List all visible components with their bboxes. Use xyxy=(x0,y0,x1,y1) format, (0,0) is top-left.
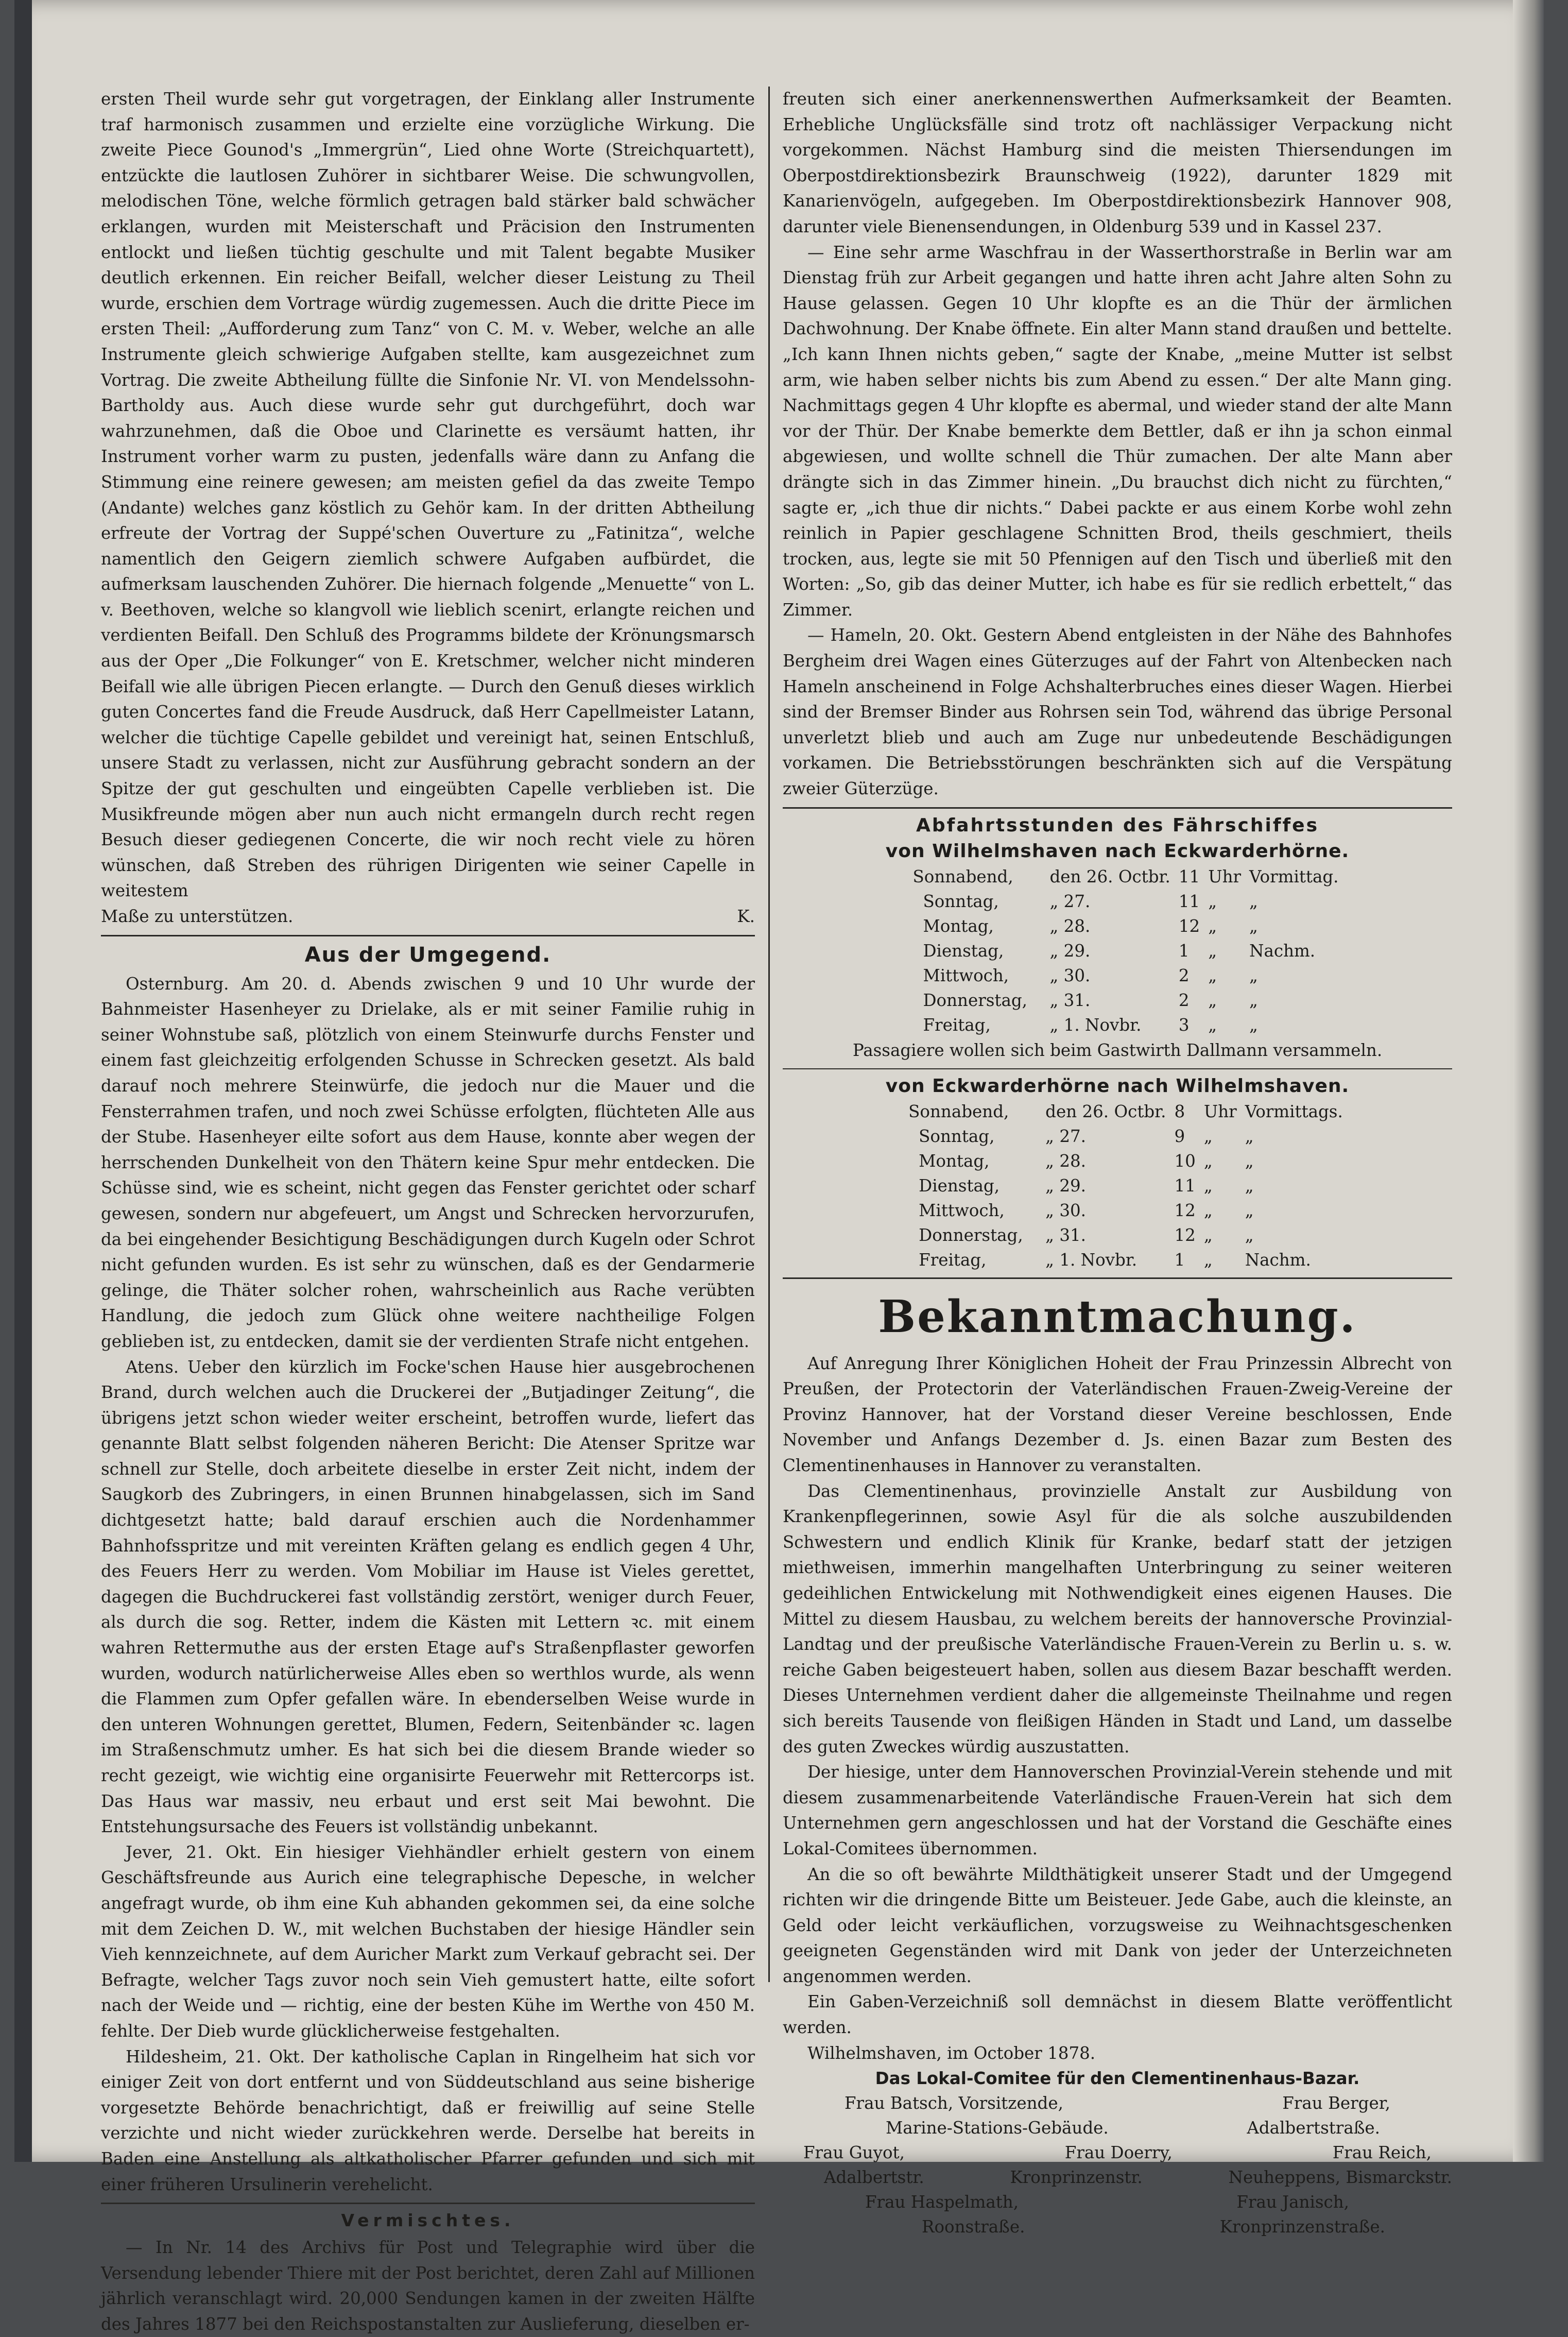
news-hildesheim: Hildesheim, 21. Okt. Der katholische Caplan in Ringelheim hat sich vor einiger Zeit von dort entfernt und von Süddeutschland aus seine bisherige vorgesetzte Behörde benachrichtigt, daß er freiwillig auf seine Stelle verzichte und nicht wieder zurückkehren werde. Derselbe hat bereits in Baden eine Anstellung als altkatholischer Pfarrer gefunden und sich mit einer früheren Ursulinerin verehelicht. xyxy=(101,2046,755,2194)
right-column xyxy=(783,87,1452,2239)
section-title-umgegend: Aus der Umgegend. xyxy=(304,943,552,967)
announcement-place-date: Wilhelmshaven, im October 1878. xyxy=(807,2043,1096,2063)
schedule-unit: „ xyxy=(1208,916,1217,936)
schedule-hour: 11 xyxy=(1178,866,1200,886)
schedule-hour: 11 xyxy=(1174,1175,1196,1196)
schedule-part: „ xyxy=(1249,965,1258,985)
schedule-hour: 1 xyxy=(1178,941,1190,961)
schedule-date: „ 27. xyxy=(1045,1126,1087,1146)
schedule-unit: „ xyxy=(1208,990,1217,1010)
signer-berger: Frau Berger, xyxy=(1282,2093,1390,2113)
signature-row xyxy=(783,2165,1452,2190)
schedule-date: „ 30. xyxy=(1045,1200,1087,1220)
schedule-day: Montag, xyxy=(919,1151,990,1171)
concert-review-last-line: Maße zu unterstützen. xyxy=(101,907,294,926)
schedule-part: Vormittags. xyxy=(1245,1101,1343,1121)
schedule-part: „ xyxy=(1245,1126,1254,1146)
table-row xyxy=(892,889,1343,914)
ferry-schedule-note: Passagiere wollen sich beim Gastwirth Dallmann versammeln. xyxy=(852,1040,1383,1060)
schedule-day: Mittwoch, xyxy=(923,965,1009,985)
news-atens: Atens. Ueber den kürzlich im Focke'schen Hause hier ausgebrochenen Brand, durch welchen auch die Druckerei der „Butjadinger Zeitung“, die übrigens jetzt schon wieder weiter erscheint, betroffen wurde, liefert das genannte Blatt selbst folgenden näheren Bericht: Die Atenser Spritze war schnell zur Stelle, doch arbeitete dieselbe in erster Zeit nicht, indem der Saugkorb des Zubringers, in einen Brunnen hinabgelassen, sich im Sand dichtgesetzt hatte; bald darauf erschien auch die Nordenhammer Bahnhofsspritze und mit vereinten Kräften gelang es endlich gegen 4 Uhr, des Feuers Herr zu werden. Vom Mobiliar im Hause ist Vieles gerettet, dagegen die Buchdruckerei fast vollständig zerstört, weniger durch Feuer, als durch die sog. Retter, indem die Kästen mit Lettern ꝛc. mit einem wahren Rettermuthe aus der ersten Etage auf's Straßenpflaster geworfen wurden, wodurch natürlicherweise Alles eben so werthlos wurde, als wenn die Flammen zum Opfer gefallen wäre. In ebenderselben Weise wurde in den unteren Wohnungen gerettet, Blumen, Federn, Seitenbänder ꝛc. lagen im Straßenschmutz umher. Es hat sich bei die diesem Brande wieder so recht gezeigt, wie wichtig eine organisirte Feuerwehr mit Rettercorps ist. Das Haus war massiv, neu erbaut und erst seit Mai bewohnt. Die Entstehungsursache des Feuers ist vollständig unbekannt. xyxy=(101,1357,755,1837)
table-row xyxy=(892,864,1343,889)
signer-doerry-address: Kronprinzenstr. xyxy=(1010,2168,1143,2188)
ferry-schedule-2-title: von Eckwarderhörne nach Wilhelmshaven. xyxy=(885,1075,1350,1097)
schedule-unit: „ xyxy=(1208,965,1217,985)
ferry-schedule-2-table xyxy=(888,1099,1347,1272)
signature-row xyxy=(783,2091,1452,2116)
schedule-unit: „ xyxy=(1203,1225,1213,1245)
news-osternburg: Osternburg. Am 20. d. Abends zwischen 9 und 10 Uhr wurde der Bahnmeister Hasenheyer zu Drielake, als er mit seiner Familie ruhig in seiner Wohnstube saß, plötzlich von einem Steinwurfe durchs Fenster und einem fast gleichzeitig erfolgenden Schusse in Schrecken gesetzt. Als bald darauf noch mehrere Steinwürfe, die jedoch nur die Mauer und die Fensterrahmen trafen, und noch zwei Schüsse erfolgten, flüchteten Alle aus der Stube. Hasenheyer eilte sofort aus dem Hause, konnte aber wegen der herrschenden Dunkelheit von den Thätern keine Spur mehr entdecken. Die Schüsse sind, wie es scheint, nicht gegen das Fenster gerichtet oder scharf gewesen, sondern nur abgefeuert, um Angst und Schrecken hervorzurufen, da bei eingehender Besichtigung Beschädigungen durch Kugeln oder Schrot nicht gefunden wurden. Es ist sehr zu wünschen, daß es der Gendarmerie gelinge, die Thäter solcher rohen, wahrscheinlich aus Rache verübten Handlung, die jedoch zum Glück ohne weitere nachtheilige Folgen geblieben ist, zu entdecken, damit sie der verdienten Strafe nicht entgehen. xyxy=(101,974,755,1351)
table-row xyxy=(888,1149,1347,1173)
schedule-day: Montag, xyxy=(923,916,994,936)
signer-berger-address: Adalbertstraße. xyxy=(1247,2118,1380,2138)
schedule-date: den 26. Octbr. xyxy=(1045,1101,1166,1121)
signer-janisch-address: Kronprinzenstraße. xyxy=(1219,2217,1385,2237)
announcement-paragraph-3: Der hiesige, unter dem Hannoverschen Provinzial-Verein stehende und mit diesem zusammenarbeitende Vaterländische Frauen-Verein hat sich dem Unternehmen gern angeschlossen und hat der Vorstand die Geschäfte eines Lokal-Comitees übernommen. xyxy=(783,1762,1452,1858)
schedule-day: Mittwoch, xyxy=(919,1200,1005,1220)
schedule-unit: „ xyxy=(1203,1151,1213,1171)
ferry-schedule-1-title: von Wilhelmshaven nach Eckwarderhörne. xyxy=(885,840,1350,862)
signer-batsch-address: Marine-Stations-Gebäude. xyxy=(886,2118,1109,2138)
news-jever: Jever, 21. Okt. Ein hiesiger Viehhändler erhielt gestern von einem Geschäftsfreunde aus Aurich eine telegraphische Depesche, in welcher angefragt wurde, ob ihm eine Kuh abhanden gekommen sei, da eine solche mit dem Zeichen D. W., mit welchen Buchstaben der hiesige Händler sein Vieh kennzeichnete, auf dem Auricher Markt zum Verkauf gebracht sei. Der Befragte, welcher Tags zuvor noch sein Vieh gemustert hatte, eilte sofort nach der Weide und — richtig, eine der besten Kühe im Werthe von 450 M. fehlte. Der Dieb wurde glücklicherweise festgehalten. xyxy=(101,1842,755,2041)
schedule-unit: „ xyxy=(1203,1250,1213,1270)
signature-row xyxy=(783,2190,1452,2214)
schedule-date: „ 28. xyxy=(1045,1151,1087,1171)
schedule-hour: 8 xyxy=(1174,1101,1185,1121)
schedule-unit: „ xyxy=(1208,1015,1217,1035)
schedule-day: Sonnabend, xyxy=(912,866,1013,886)
news-animal-shipments-continued: freuten sich einer anerkennenswerthen Aufmerksamkeit der Beamten. Erhebliche Unglücksfälle sind trotz oft nachlässiger Verpackung nicht vorgekommen. Nächst Hamburg sind die meisten Thiersendungen im Oberpostdirektionsbezirk Braunschweig (1922), darunter 1829 mit Kanarienvögeln, aufgegeben. Im Oberpostdirektionsbezirk Hannover 908, darunter viele Bienensendungen, in Oldenburg 539 und in Kassel 237. xyxy=(783,89,1452,236)
schedule-unit: Uhr xyxy=(1203,1101,1237,1121)
schedule-date: „ 27. xyxy=(1049,891,1091,911)
schedule-part: Nachm. xyxy=(1245,1250,1311,1270)
table-row xyxy=(892,939,1343,963)
schedule-hour: 11 xyxy=(1178,891,1200,911)
schedule-day: Donnerstag, xyxy=(919,1225,1023,1245)
schedule-unit: „ xyxy=(1203,1200,1213,1220)
ferry-schedule-title: Abfahrtsstunden des Fährschiffes xyxy=(916,814,1319,836)
concert-review-text: ersten Theil wurde sehr gut vorgetragen, der Einklang aller Instrumente traf harmonisch zusammen und erzielte eine vorzügliche Wirkung. Die zweite Piece Gounod's „Immergrün“, Lied ohne Worte (Streichquartett), entzückte die lautlosen Zuhörer in sichtbarer Weise. Die schwungvollen, melodischen Töne, welche förmlich getragen bald stärker bald schwächer erklangen, wurden mit Meisterschaft und Präcision den Instrumenten entlockt und ließen tüchtig geschulte und mit Talent begabte Musiker deutlich erkennen. Ein reicher Beifall, welcher dieser Leistung zu Theil wurde, erschien dem Vortrage würdig zugemessen. Auch die dritte Piece im ersten Theil: „Aufforderung zum Tanz“ von C. M. v. Weber, welche an alle Instrumente gleich schwierige Aufgaben stellte, kam ausgezeichnet zum Vortrag. Die zweite Abtheilung füllte die Sinfonie Nr. VI. von Mendelssohn-Bartholdy aus. Auch diese wurde sehr gut durchgeführt, doch war wahrzunehmen, daß die Oboe und Clarinette es versäumt hatten, ihr Instrument vorher warm zu pusten, jedenfalls wäre dann zu Anfang die Stimmung eine reinere gewesen; am meisten gefiel da das zweite Tempo (Andante) welches ganz köstlich zu Gehör kam. In der dritten Abtheilung erfreute der Vortrag der Suppé'schen Ouverture zu „Fatinitza“, welche namentlich den Geigern ziemlich schwere Aufgaben aufbürdet, die aufmerksam lauschenden Zuhörer. Die hiernach folgende „Menuette“ von L. v. Beethoven, welche so klangvoll wie lieblich scenirt, erlangte reichen und verdienten Beifall. Den Schluß des Programms bildete der Krönungsmarsch aus der Oper „Die Folkunger“ von E. Kretschmer, welcher nicht minderen Beifall wie alle übrigen Piecen erlangte. — Durch den Genuß dieses wirklich guten Concertes fand die Freude Ausdruck, daß Herr Capellmeister Latann, welcher die tüchtige Capelle gebildet und vereinigt hat, seinen Entschluß, unsere Stadt zu verlassen, nicht zur Ausführung gebracht sondern an der Spitze der gut geschulten und eingeübten Capelle verblieben ist. Die Musikfreunde mögen aber nun auch nicht ermangeln durch recht regen Besuch dieser gediegenen Concerte, die wir noch recht viele zu hören wünschen, daß Streben des rührigen Dirigenten wie seiner Capelle in weitestem xyxy=(101,89,755,901)
signer-doerry: Frau Doerry, xyxy=(1064,2143,1173,2163)
section-divider xyxy=(101,935,755,936)
schedule-hour: 3 xyxy=(1178,1015,1190,1035)
schedule-day: Freitag, xyxy=(919,1250,987,1270)
schedule-part: „ xyxy=(1249,891,1258,911)
signer-reich: Frau Reich, xyxy=(1332,2143,1432,2163)
table-row xyxy=(892,914,1343,939)
schedule-part: „ xyxy=(1245,1200,1254,1220)
news-hameln-derailment: — Hameln, 20. Okt. Gestern Abend entgleisten in der Nähe des Bahnhofes Bergheim drei Wagen eines Güterzuges auf der Fahrt von Altenbecken nach Hameln anscheinend in Folge Achshalterbruches eines dieser Wagen. Hierbei sind der Bremser Binder aus Rohrsen sein Tod, während das übrige Personal unverletzt blieb und auch am Zuge nur unbedeutende Beschädigungen vorkamen. Die Betriebsstörungen beschränkten sich auf die Verspätung zweier Güterzüge. xyxy=(783,625,1452,799)
table-row xyxy=(892,1013,1343,1037)
schedule-hour: 9 xyxy=(1174,1126,1185,1146)
schedule-unit: „ xyxy=(1203,1126,1213,1146)
schedule-unit: „ xyxy=(1203,1175,1213,1196)
schedule-date: „ 30. xyxy=(1049,965,1091,985)
schedule-date: „ 31. xyxy=(1049,990,1091,1010)
table-row xyxy=(892,963,1343,988)
news-berlin-washerwoman: — Eine sehr arme Waschfrau in der Wasserthorstraße in Berlin war am Dienstag früh zur Arbeit gegangen und hatte ihren acht Jahre alten Sohn zu Hause gelassen. Gegen 10 Uhr klopfte es an die Thür der ärmlichen Dachwohnung. Der Knabe öffnete. Ein alter Mann stand draußen und bettelte. „Ich kann Ihnen nichts geben,“ sagte der Knabe, „meine Mutter ist selbst arm, wie haben selber nichts bis zum Abend zu essen.“ Der alte Mann ging. Nachmittags gegen 4 Uhr klopfte es abermal, und wieder stand der alte Mann vor der Thür. Der Knabe bemerkte dem Bettler, daß er ihn ja schon einmal abgewiesen, und wollte schnell die Thür zumachen. Der alte Mann aber drängte sich in das Zimmer hinein. „Du brauchst dich nicht zu fürchten,“ sagte er, „ich thue dir nichts.“ Dabei packte er aus einem Korbe wohl zehn reinlich in Papier geschlagene Schnitten Brod, theils geschmiert, theils trocken, aus, legte sie mit 50 Pfennigen auf den Tisch und überließ mit den Worten: „So, gib das deiner Mutter, ich habe es für sie redlich erbettelt,“ das Zimmer. xyxy=(783,242,1452,620)
announcement-paragraph-5: Ein Gaben-Verzeichniß soll demnächst in diesem Blatte veröffentlicht werden. xyxy=(783,1992,1452,2038)
signer-janisch: Frau Janisch, xyxy=(1236,2192,1349,2212)
announcement-committee: Das Lokal-Comitee für den Clementinenhaus-Bazar. xyxy=(875,2069,1360,2089)
signer-haspelmath-address: Roonstraße. xyxy=(922,2217,1025,2237)
schedule-part: „ xyxy=(1245,1151,1254,1171)
schedule-unit: „ xyxy=(1208,891,1217,911)
schedule-hour: 10 xyxy=(1174,1151,1196,1171)
schedule-hour: 2 xyxy=(1178,990,1190,1010)
schedule-hour: 12 xyxy=(1178,916,1200,936)
schedule-hour: 2 xyxy=(1178,965,1190,985)
signatures xyxy=(783,2091,1452,2239)
schedule-part: „ xyxy=(1249,916,1258,936)
table-row xyxy=(888,1173,1347,1198)
schedule-unit: Uhr xyxy=(1208,866,1242,886)
page-edge-shadow xyxy=(1513,0,1544,2162)
table-row xyxy=(888,1198,1347,1223)
schedule-day: Sonntag, xyxy=(923,891,999,911)
schedule-date: „ 28. xyxy=(1049,916,1091,936)
schedule-hour: 1 xyxy=(1174,1250,1185,1270)
schedule-unit: „ xyxy=(1208,941,1217,961)
news-animal-shipments: — In Nr. 14 des Archivs für Post und Telegraphie wird über die Versendung lebender Thiere mit der Post berichtet, deren Zahl auf Millionen jährlich veranschlagt wird. 20,000 Sendungen kamen in der zweiten Hälfte des Jahres 1877 bei den Reichspostanstalten zur Auslieferung, dieselben er- xyxy=(101,2238,755,2334)
left-column xyxy=(101,87,755,2337)
section-divider xyxy=(783,807,1452,809)
column-divider xyxy=(768,87,770,1982)
schedule-date: „ 1. Novbr. xyxy=(1049,1015,1142,1035)
schedule-date: „ 29. xyxy=(1049,941,1091,961)
schedule-divider xyxy=(783,1068,1452,1069)
schedule-day: Dienstag, xyxy=(923,941,1004,961)
schedule-date: „ 31. xyxy=(1045,1225,1087,1245)
section-divider xyxy=(101,2203,755,2204)
schedule-part: „ xyxy=(1249,1015,1258,1035)
schedule-day: Dienstag, xyxy=(919,1175,1000,1196)
section-divider xyxy=(783,1277,1452,1279)
schedule-day: Donnerstag, xyxy=(923,990,1028,1010)
schedule-part: Nachm. xyxy=(1249,941,1316,961)
signature-row xyxy=(783,2116,1452,2140)
concert-review-ending xyxy=(101,904,755,930)
schedule-part: „ xyxy=(1249,990,1258,1010)
schedule-day: Sonnabend, xyxy=(908,1101,1009,1121)
table-row xyxy=(892,988,1343,1013)
schedule-hour: 12 xyxy=(1174,1200,1196,1220)
announcement-paragraph-1: Auf Anregung Ihrer Königlichen Hoheit der Frau Prinzessin Albrecht von Preußen, der Protectorin der Vaterländischen Frauen-Zweig-Vereine der Provinz Hannover, hat der Vorstand dieser Vereine beschlossen, Ende November und Anfangs Dezember d. Js. einen Bazar zum Besten des Clementinenhauses in Hannover zu veranstalten. xyxy=(783,1353,1452,1475)
schedule-day: Freitag, xyxy=(923,1015,991,1035)
table-row xyxy=(888,1223,1347,1248)
ferry-schedule-1-table xyxy=(892,864,1343,1037)
signature-row xyxy=(783,2140,1452,2165)
signature-row xyxy=(783,2214,1452,2239)
schedule-part: Vormittag. xyxy=(1249,866,1339,886)
announcement-paragraph-4: An die so oft bewährte Mildthätigkeit unserer Stadt und der Umgegend richten wir die dringende Bitte um Beisteuer. Jede Gabe, auch die kleinste, an Geld oder leicht verkäuflichen, vorzugsweise zu Weihnachtsgeschenken geeigneten Gegenständen wird mit Dank von jeder der Unterzeichneten angenommen werden. xyxy=(783,1864,1452,1986)
signer-reich-address: Neuheppens, Bismarckstr. xyxy=(1228,2168,1452,2188)
table-row xyxy=(888,1124,1347,1149)
schedule-hour: 12 xyxy=(1174,1225,1196,1245)
schedule-date: den 26. Octbr. xyxy=(1049,866,1170,886)
concert-review-signature: K. xyxy=(737,907,755,926)
signer-haspelmath: Frau Haspelmath, xyxy=(865,2192,1019,2212)
schedule-date: „ 29. xyxy=(1045,1175,1087,1196)
page-binding xyxy=(14,0,32,2162)
bekanntmachung-title: Bekanntmachung. xyxy=(878,1290,1357,1343)
schedule-day: Sonntag, xyxy=(919,1126,995,1146)
schedule-date: „ 1. Novbr. xyxy=(1045,1250,1138,1270)
section-title-vermischtes: Vermischtes. xyxy=(341,2210,515,2231)
table-row xyxy=(888,1248,1347,1272)
schedule-part: „ xyxy=(1245,1225,1254,1245)
signer-guyot: Frau Guyot, xyxy=(803,2143,905,2163)
table-row xyxy=(888,1099,1347,1124)
announcement-paragraph-2: Das Clementinenhaus, provinzielle Anstalt zur Ausbildung von Krankenpflegerinnen, sowie Asyl für die als solche auszubildenden Schwestern und endlich Klinik für Kranke, bedarf statt der jetzigen miethweisen, immerhin mangelhaften Unterbringung zu seiner weiteren gedeihlichen Entwickelung mit Nothwendigkeit eines eigenen Hauses. Die Mittel zu diesem Hausbau, zu welchem bereits der hannoversche Provinzial-Landtag und der preußische Vaterländische Frauen-Verein zu Berlin u. s. w. reiche Gaben beigesteuert haben, sollen aus diesem Bazar beschafft werden. Dieses Unternehmen verdient daher die allgemeinste Theilnahme und regen sich bereits Tausende von fleißigen Händen in Stadt und Land, um dasselbe des guten Zweckes würdig auszustatten. xyxy=(783,1481,1452,1756)
signer-guyot-address: Adalbertstr. xyxy=(824,2168,924,2188)
schedule-part: „ xyxy=(1245,1175,1254,1196)
signer-batsch: Frau Batsch, Vorsitzende, xyxy=(845,2093,1063,2113)
